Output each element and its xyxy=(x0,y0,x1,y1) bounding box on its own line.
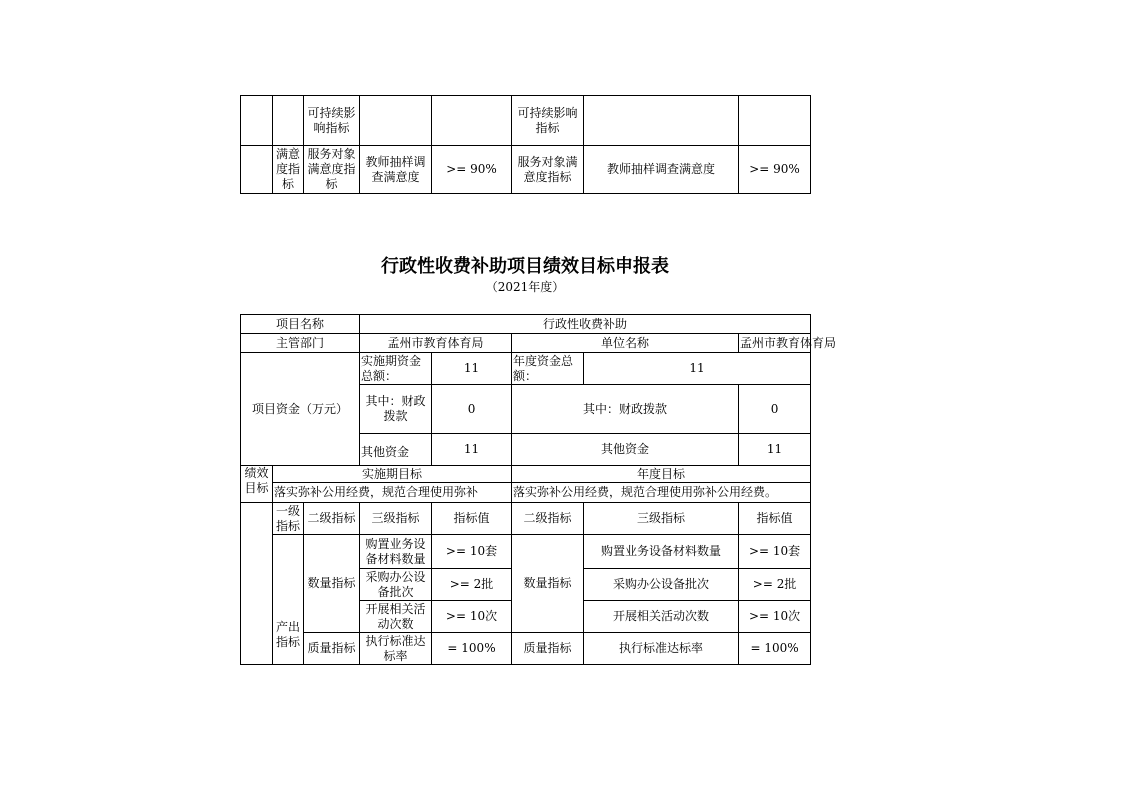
indicator-label: 可持续影响指标 xyxy=(512,96,584,146)
table-cell xyxy=(432,96,512,146)
indicator-value: = 100% xyxy=(739,633,811,665)
header-value: 指标值 xyxy=(432,503,512,535)
header-level1: 一级指标 xyxy=(273,503,304,535)
indicator-value: >= 10次 xyxy=(432,601,512,633)
indicator-value: >= 10套 xyxy=(432,535,512,569)
indicator-name: 执行标准达标率 xyxy=(360,633,432,665)
annual-other-value: 11 xyxy=(739,434,811,466)
indicator-name: 购置业务设备材料数量 xyxy=(360,535,432,569)
indicator-value: >= 10次 xyxy=(739,601,811,633)
performance-goal-table xyxy=(240,314,837,665)
indicator-value: >= 90% xyxy=(739,146,811,194)
perf-goal-label xyxy=(241,466,273,503)
indicator-name: 采购办公设备批次 xyxy=(360,569,432,601)
output-label: 产出指标 xyxy=(273,535,304,665)
dept-value: 孟州市教育体育局 xyxy=(360,334,512,353)
total-value: 11 xyxy=(432,353,512,385)
indicator-name: 开展相关活动次数 xyxy=(360,601,432,633)
dept-label: 主管部门 xyxy=(241,334,360,353)
indicator-value: >= 2批 xyxy=(739,569,811,601)
perf-goal-text: 绩效目标 xyxy=(244,466,269,495)
indicator-name: 采购办公设备批次 xyxy=(584,569,739,601)
header-value: 指标值 xyxy=(739,503,811,535)
quality-label: 质量指标 xyxy=(304,633,360,665)
total-label: 实施期资金总额： xyxy=(360,353,432,385)
indicator-name: 执行标准达标率 xyxy=(584,633,739,665)
project-name-value: 行政性收费补助 xyxy=(360,315,811,334)
table-cell xyxy=(241,96,273,146)
impl-goal-text: 落实弥补公用经费，规范合理使用弥补 xyxy=(273,483,512,503)
indicator-label: 教师抽样调查满意度 xyxy=(360,146,432,194)
indicator-label: 可持续影响指标 xyxy=(304,96,360,146)
table-cell xyxy=(241,146,273,194)
impl-goal-header: 实施期目标 xyxy=(273,466,512,483)
project-name-label: 项目名称 xyxy=(241,315,360,334)
unit-value: 孟州市教育体育局 xyxy=(739,334,811,353)
fiscal-value: 0 xyxy=(432,385,512,434)
quantity-label: 数量指标 xyxy=(512,535,584,633)
continued-indicator-table xyxy=(240,95,811,194)
fiscal-label: 其中：财政拨款 xyxy=(360,385,432,434)
table-cell xyxy=(241,503,273,665)
annual-fiscal-value: 0 xyxy=(739,385,811,434)
indicator-value: = 100% xyxy=(432,633,512,665)
indicator-value: >= 2批 xyxy=(432,569,512,601)
page-subtitle: （2021年度） xyxy=(485,280,565,294)
unit-label: 单位名称 xyxy=(512,334,739,353)
table-cell xyxy=(360,96,432,146)
indicator-value: >= 10套 xyxy=(739,535,811,569)
quality-label: 质量指标 xyxy=(512,633,584,665)
annual-fiscal-label: 其中：财政拨款 xyxy=(512,385,739,434)
indicator-name: 购置业务设备材料数量 xyxy=(584,535,739,569)
annual-total-value: 11 xyxy=(584,353,811,385)
indicator-label: 教师抽样调查满意度 xyxy=(584,146,739,194)
indicator-label: 服务对象满意度指标 xyxy=(304,146,360,194)
table-cell xyxy=(739,96,811,146)
annual-total-label: 年度资金总额： xyxy=(512,353,584,385)
indicator-name: 开展相关活动次数 xyxy=(584,601,739,633)
header-level3: 三级指标 xyxy=(360,503,432,535)
indicator-label: 满意度指标 xyxy=(273,146,304,194)
header-level3: 三级指标 xyxy=(584,503,739,535)
page-title: 行政性收费补助项目绩效目标申报表 xyxy=(381,256,669,277)
annual-goal-text: 落实弥补公用经费，规范合理使用弥补公用经费。 xyxy=(512,483,811,503)
table-cell xyxy=(584,96,739,146)
indicator-value: >= 90% xyxy=(432,146,512,194)
annual-other-label: 其他资金 xyxy=(512,434,739,466)
other-value: 11 xyxy=(432,434,512,466)
header-level2: 二级指标 xyxy=(512,503,584,535)
quantity-label: 数量指标 xyxy=(304,535,360,633)
other-label: 其他资金 xyxy=(360,434,432,466)
indicator-label: 服务对象满意度指标 xyxy=(512,146,584,194)
table-cell xyxy=(273,96,304,146)
funds-label: 项目资金（万元） xyxy=(241,353,360,466)
annual-goal-header: 年度目标 xyxy=(512,466,811,483)
header-level2: 二级指标 xyxy=(304,503,360,535)
